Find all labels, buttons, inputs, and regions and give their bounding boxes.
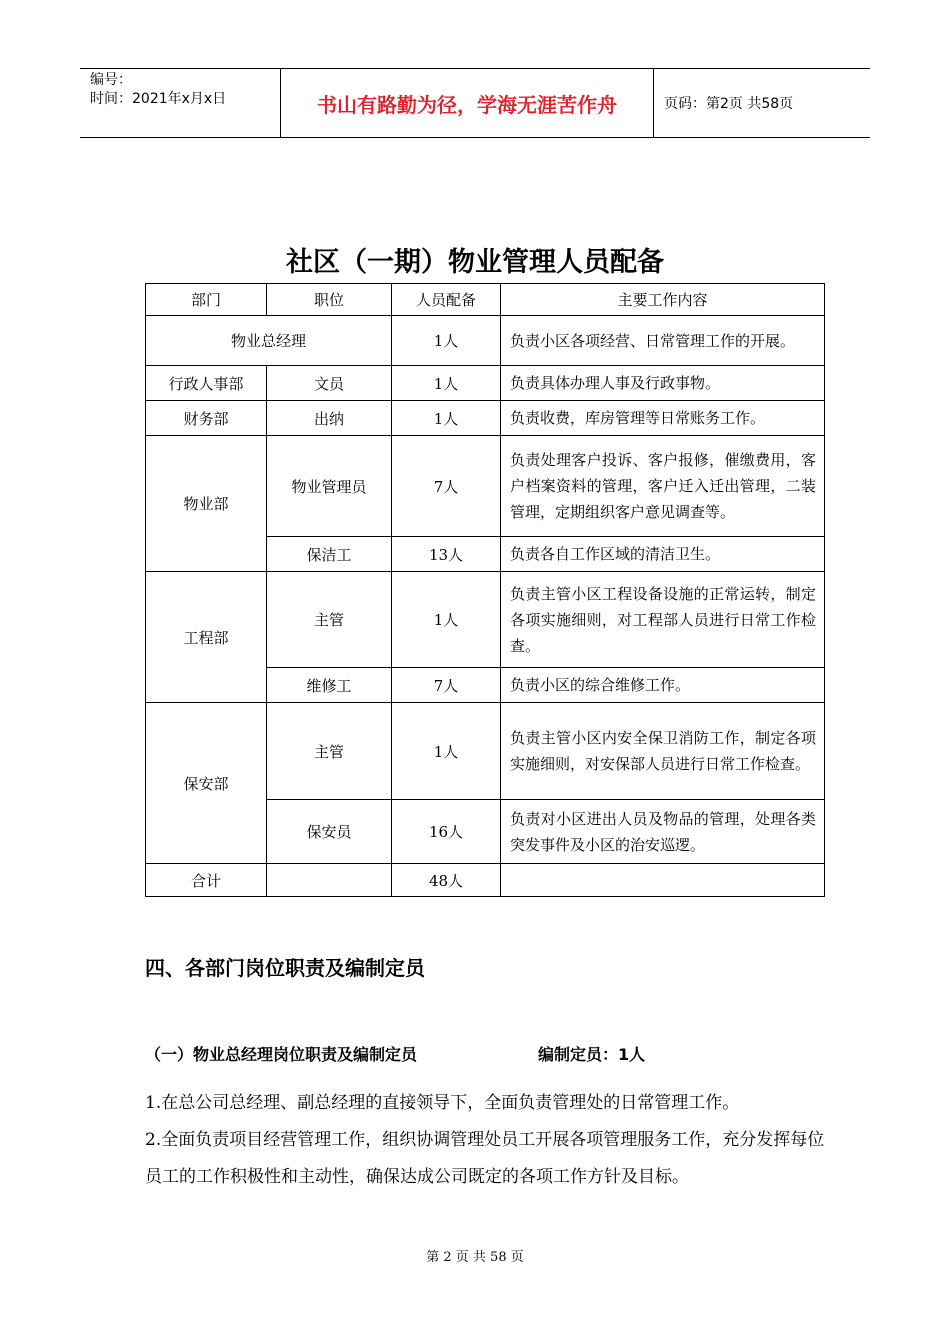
property-count: 7人 [392, 436, 501, 537]
table-row [146, 316, 825, 366]
property-duty: 负责处理客户投诉、客户报修，催缴费用，客户档案资料的管理，客户迁入迁出管理，二装管理，定期组织客户意见调查等。 [501, 436, 825, 537]
paragraph-2: 2.全面负责项目经营管理工作，组织协调管理处员工开展各项管理服务工作，充分发挥每位员工的工作积极性和主动性，确保达成公司既定的各项工作方针及目标。 [145, 1130, 825, 1187]
header-meta [80, 69, 281, 137]
total-count: 48人 [392, 864, 501, 897]
engineering-dept: 工程部 [146, 572, 267, 703]
eng-supervisor-count: 1人 [392, 572, 501, 668]
section-heading: 四、各部门岗位职责及编制定员 [145, 956, 425, 980]
eng-supervisor-position: 主管 [267, 572, 392, 668]
gm-duty: 负责小区各项经营、日常管理工作的开展。 [501, 316, 825, 366]
page-title: 社区（一期）物业管理人员配备 [286, 247, 664, 278]
property-position: 物业管理员 [267, 436, 392, 537]
page-header [80, 68, 870, 138]
total-duty [501, 864, 825, 897]
gm-name: 物业总经理 [146, 316, 392, 366]
header-motto: 书山有路勤为径，学海无涯苦作舟 [281, 69, 654, 137]
admin-dept: 行政人事部 [146, 366, 267, 401]
paragraph-1: 1.在总公司总经理、副总经理的直接领导下，全面负责管理处的日常管理工作。 [145, 1093, 740, 1113]
cleaner-duty: 负责各自工作区域的清洁卫生。 [501, 537, 825, 572]
header-page-info: 页码：第2页 共58页 [664, 96, 794, 112]
header-count: 人员配备 [392, 284, 501, 316]
finance-duty: 负责收费，库房管理等日常账务工作。 [501, 401, 825, 436]
guard-position: 保安员 [267, 800, 392, 864]
gm-count: 1人 [392, 316, 501, 366]
cleaner-position: 保洁工 [267, 537, 392, 572]
repair-position: 维修工 [267, 668, 392, 703]
table-row [146, 366, 825, 401]
guard-duty: 负责对小区进出人员及物品的管理，处理各类突发事件及小区的治安巡逻。 [501, 800, 825, 864]
cleaner-count: 13人 [392, 537, 501, 572]
table-row [146, 401, 825, 436]
table-header-row [146, 284, 825, 316]
subsection-quota: 编制定员：1人 [538, 1045, 646, 1064]
guard-count: 16人 [392, 800, 501, 864]
sec-supervisor-duty: 负责主管小区内安全保卫消防工作，制定各项实施细则，对安保部人员进行日常工作检查。 [501, 703, 825, 800]
header-duty: 主要工作内容 [501, 284, 825, 316]
sec-supervisor-count: 1人 [392, 703, 501, 800]
security-dept: 保安部 [146, 703, 267, 864]
header-dept: 部门 [146, 284, 267, 316]
finance-dept: 财务部 [146, 401, 267, 436]
staffing-table [145, 283, 825, 897]
page-footer: 第 2 页 共 58 页 [426, 1250, 524, 1265]
property-dept: 物业部 [146, 436, 267, 572]
subsection-heading: （一）物业总经理岗位职责及编制定员 [145, 1045, 418, 1064]
sec-supervisor-position: 主管 [267, 703, 392, 800]
table-total-row [146, 864, 825, 897]
header-position: 职位 [267, 284, 392, 316]
finance-position: 出纳 [267, 401, 392, 436]
header-time-label: 时间：2021年x月x日 [90, 91, 227, 107]
total-position [267, 864, 392, 897]
admin-duty: 负责具体办理人事及行政事物。 [501, 366, 825, 401]
eng-supervisor-duty: 负责主管小区工程设备设施的正常运转，制定各项实施细则，对工程部人员进行日常工作检查。 [501, 572, 825, 668]
repair-count: 7人 [392, 668, 501, 703]
admin-count: 1人 [392, 366, 501, 401]
repair-duty: 负责小区的综合维修工作。 [501, 668, 825, 703]
table-row [146, 572, 825, 668]
admin-position: 文员 [267, 366, 392, 401]
table-row [146, 436, 825, 537]
finance-count: 1人 [392, 401, 501, 436]
table-row [146, 703, 825, 800]
total-label: 合计 [146, 864, 267, 897]
header-code-label: 编号： [90, 72, 132, 88]
